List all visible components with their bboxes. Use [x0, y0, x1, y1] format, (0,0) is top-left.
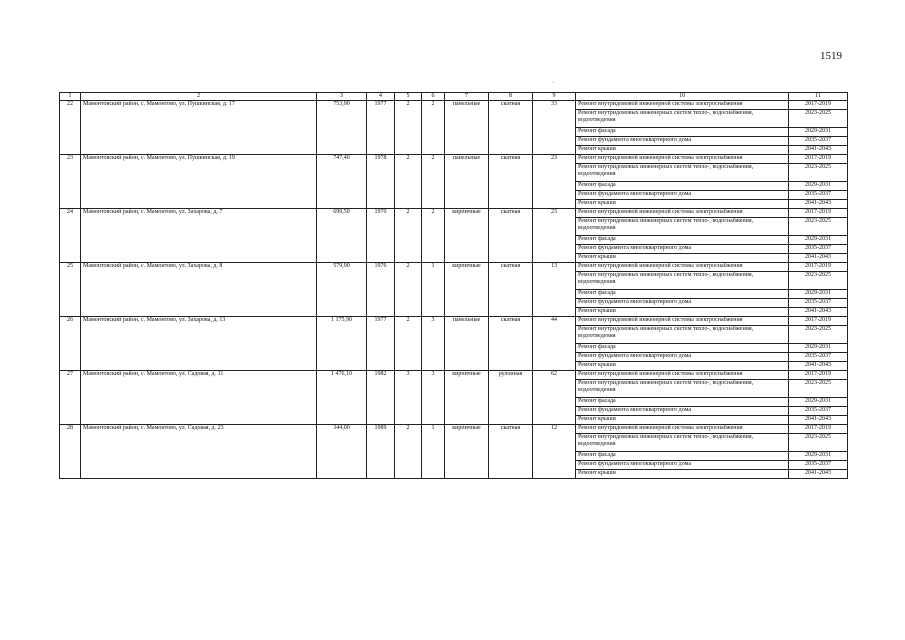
roof-type: скатная: [489, 317, 533, 371]
record-number: 23: [60, 155, 81, 209]
build-year: 1970: [367, 209, 395, 263]
table-row: [60, 209, 848, 218]
repair-work: Ремонт фасада: [576, 452, 789, 461]
repair-work: Ремонт фасада: [576, 398, 789, 407]
repair-period: 2041-2043: [789, 470, 848, 479]
repair-work: Ремонт внутридомовых инженерных систем тепло-, водоснабжения, водоотведения: [576, 272, 789, 290]
repair-work: Ремонт фундамента многоквартирного дома: [576, 299, 789, 308]
repair-period: 2017-2019: [789, 101, 848, 110]
floor-count: 2: [395, 263, 422, 317]
header-cell: 11: [789, 93, 848, 101]
repair-period: 2017-2019: [789, 155, 848, 164]
repair-period: 2017-2019: [789, 371, 848, 380]
repair-period: 2035-2037: [789, 407, 848, 416]
roof-type: скатная: [489, 209, 533, 263]
repair-work: Ремонт внутридомовых инженерных систем тепло-, водоснабжения, водоотведения: [576, 380, 789, 398]
floor-count: 2: [395, 425, 422, 479]
roof-type: скатная: [489, 263, 533, 317]
entrance-count: 2: [422, 155, 445, 209]
repair-work: Ремонт крыши: [576, 308, 789, 317]
resident-count: 62: [533, 371, 576, 425]
building-area: 699,50: [317, 209, 367, 263]
repair-work: Ремонт внутридомовой инженерной системы электроснабжения: [576, 155, 789, 164]
repair-work: Ремонт фундамента многоквартирного дома: [576, 353, 789, 362]
repair-period: 2023-2025: [789, 218, 848, 236]
floor-count: 3: [395, 371, 422, 425]
repair-period: 2029-2031: [789, 128, 848, 137]
repair-work: Ремонт фасада: [576, 236, 789, 245]
entrance-count: 2: [422, 101, 445, 155]
repair-work: Ремонт крыши: [576, 470, 789, 479]
record-number: 26: [60, 317, 81, 371]
repair-period: 2041-2043: [789, 254, 848, 263]
building-address: Мамонтовский район, с. Мамонтово, ул. Садовая, д. 11: [81, 371, 317, 425]
repair-work: Ремонт фундамента многоквартирного дома: [576, 407, 789, 416]
repair-period: 2029-2031: [789, 344, 848, 353]
repair-period: 2035-2037: [789, 137, 848, 146]
repair-work: Ремонт крыши: [576, 362, 789, 371]
header-cell: 2: [81, 93, 317, 101]
entrance-count: 2: [422, 209, 445, 263]
repair-period: 2023-2025: [789, 164, 848, 182]
repair-work: Ремонт внутридомовых инженерных систем тепло-, водоснабжения, водоотведения: [576, 218, 789, 236]
table-row: [60, 371, 848, 380]
page-number: 1519: [820, 50, 842, 62]
repair-work: Ремонт внутридомовых инженерных систем тепло-, водоснабжения, водоотведения: [576, 164, 789, 182]
repair-work: Ремонт внутридомовой инженерной системы электроснабжения: [576, 317, 789, 326]
repair-period: 2041-2043: [789, 200, 848, 209]
build-year: 1978: [367, 155, 395, 209]
repair-period: 2017-2019: [789, 209, 848, 218]
header-cell: 7: [445, 93, 489, 101]
header-cell: 10: [576, 93, 789, 101]
repair-work: Ремонт внутридомовой инженерной системы электроснабжения: [576, 263, 789, 272]
repair-period: 2041-2043: [789, 362, 848, 371]
resident-count: 13: [533, 263, 576, 317]
record-number: 25: [60, 263, 81, 317]
repair-work: Ремонт крыши: [576, 416, 789, 425]
repair-period: 2029-2031: [789, 290, 848, 299]
repair-period: 2029-2031: [789, 182, 848, 191]
wall-material: кирпичные: [445, 209, 489, 263]
repair-period: 2023-2025: [789, 380, 848, 398]
header-cell: 4: [367, 93, 395, 101]
build-year: 1976: [367, 263, 395, 317]
wall-material: панельные: [445, 155, 489, 209]
floor-count: 2: [395, 101, 422, 155]
wall-material: кирпичные: [445, 263, 489, 317]
resident-count: 33: [533, 101, 576, 155]
resident-count: 23: [533, 209, 576, 263]
repair-period: 2041-2043: [789, 146, 848, 155]
repair-work: Ремонт фасада: [576, 344, 789, 353]
repair-work: Ремонт внутридомовых инженерных систем тепло-, водоснабжения, водоотведения: [576, 326, 789, 344]
entrance-count: 1: [422, 263, 445, 317]
table-row: [60, 101, 848, 110]
repair-work: Ремонт фундамента многоквартирного дома: [576, 137, 789, 146]
table-row: [60, 263, 848, 272]
header-cell: 5: [395, 93, 422, 101]
building-area: 344,00: [317, 425, 367, 479]
roof-type: скатная: [489, 155, 533, 209]
repair-period: 2035-2037: [789, 353, 848, 362]
table-row: [60, 425, 848, 434]
repair-work: Ремонт крыши: [576, 200, 789, 209]
building-area: 579,90: [317, 263, 367, 317]
record-number: 27: [60, 371, 81, 425]
repair-period: 2035-2037: [789, 191, 848, 200]
building-address: Мамонтовский район, с. Мамонтово, ул. Пушкинская, д. 19: [81, 155, 317, 209]
entrance-count: 3: [422, 371, 445, 425]
record-number: 24: [60, 209, 81, 263]
repair-period: 2035-2037: [789, 299, 848, 308]
build-year: 1989: [367, 425, 395, 479]
header-cell: 3: [317, 93, 367, 101]
building-address: Мамонтовский район, с. Мамонтово, ул. Пушкинская, д. 17: [81, 101, 317, 155]
resident-count: 12: [533, 425, 576, 479]
header-cell: 1: [60, 93, 81, 101]
repair-work: Ремонт внутридомовой инженерной системы электроснабжения: [576, 209, 789, 218]
repair-period: 2023-2025: [789, 272, 848, 290]
header-cell: 6: [422, 93, 445, 101]
build-year: 1977: [367, 101, 395, 155]
building-area: 1 476,10: [317, 371, 367, 425]
repair-work: Ремонт фасада: [576, 290, 789, 299]
header-cell: 9: [533, 93, 576, 101]
repair-period: 2041-2043: [789, 416, 848, 425]
roof-type: рулонная: [489, 371, 533, 425]
repair-period: 2017-2019: [789, 263, 848, 272]
wall-material: кирпичные: [445, 371, 489, 425]
header-cell: 8: [489, 93, 533, 101]
wall-material: панельные: [445, 101, 489, 155]
repair-period: 2029-2031: [789, 398, 848, 407]
repair-work: Ремонт крыши: [576, 146, 789, 155]
floor-count: 2: [395, 155, 422, 209]
repair-work: Ремонт фасада: [576, 182, 789, 191]
repair-work: Ремонт внутридомовых инженерных систем тепло-, водоснабжения, водоотведения: [576, 110, 789, 128]
record-number: 28: [60, 425, 81, 479]
repair-period: 2035-2037: [789, 461, 848, 470]
stray-mark: ·: [552, 80, 554, 86]
repair-work: Ремонт крыши: [576, 254, 789, 263]
table-row: [60, 155, 848, 164]
roof-type: скатная: [489, 425, 533, 479]
repair-work: Ремонт внутридомовой инженерной системы электроснабжения: [576, 371, 789, 380]
repair-period: 2029-2031: [789, 452, 848, 461]
repair-work: Ремонт фундамента многоквартирного дома: [576, 245, 789, 254]
repair-period: 2023-2025: [789, 110, 848, 128]
build-year: 1982: [367, 371, 395, 425]
record-number: 22: [60, 101, 81, 155]
repair-period: 2029-2031: [789, 236, 848, 245]
building-area: 1 175,90: [317, 317, 367, 371]
building-area: 753,90: [317, 101, 367, 155]
entrance-count: 3: [422, 317, 445, 371]
building-address: Мамонтовский район, с. Мамонтово, ул. Захарова, д. 7: [81, 209, 317, 263]
header-row: [60, 93, 848, 101]
building-address: Мамонтовский район, с. Мамонтово, ул. Захарова, д. 8: [81, 263, 317, 317]
repair-period: 2017-2019: [789, 425, 848, 434]
repair-work: Ремонт фасада: [576, 128, 789, 137]
repair-period: 2041-2043: [789, 308, 848, 317]
floor-count: 2: [395, 317, 422, 371]
repair-work: Ремонт внутридомовых инженерных систем тепло-, водоснабжения, водоотведения: [576, 434, 789, 452]
building-area: 747,40: [317, 155, 367, 209]
repair-period: 2023-2025: [789, 434, 848, 452]
building-address: Мамонтовский район, с. Мамонтово, ул. Захарова, д. 13: [81, 317, 317, 371]
resident-count: 23: [533, 155, 576, 209]
floor-count: 2: [395, 209, 422, 263]
repair-work: Ремонт фундамента многоквартирного дома: [576, 461, 789, 470]
building-address: Мамонтовский район, с. Мамонтово, ул. Садовая, д. 23: [81, 425, 317, 479]
resident-count: 44: [533, 317, 576, 371]
wall-material: панельные: [445, 317, 489, 371]
repair-work: Ремонт фундамента многоквартирного дома: [576, 191, 789, 200]
repair-period: 2023-2025: [789, 326, 848, 344]
repair-period: 2017-2019: [789, 317, 848, 326]
repair-period: 2035-2037: [789, 245, 848, 254]
table-row: [60, 317, 848, 326]
build-year: 1977: [367, 317, 395, 371]
wall-material: кирпичные: [445, 425, 489, 479]
entrance-count: 1: [422, 425, 445, 479]
repair-work: Ремонт внутридомовой инженерной системы электроснабжения: [576, 425, 789, 434]
roof-type: скатная: [489, 101, 533, 155]
capital-repair-table: [59, 92, 848, 479]
repair-work: Ремонт внутридомовой инженерной системы электроснабжения: [576, 101, 789, 110]
